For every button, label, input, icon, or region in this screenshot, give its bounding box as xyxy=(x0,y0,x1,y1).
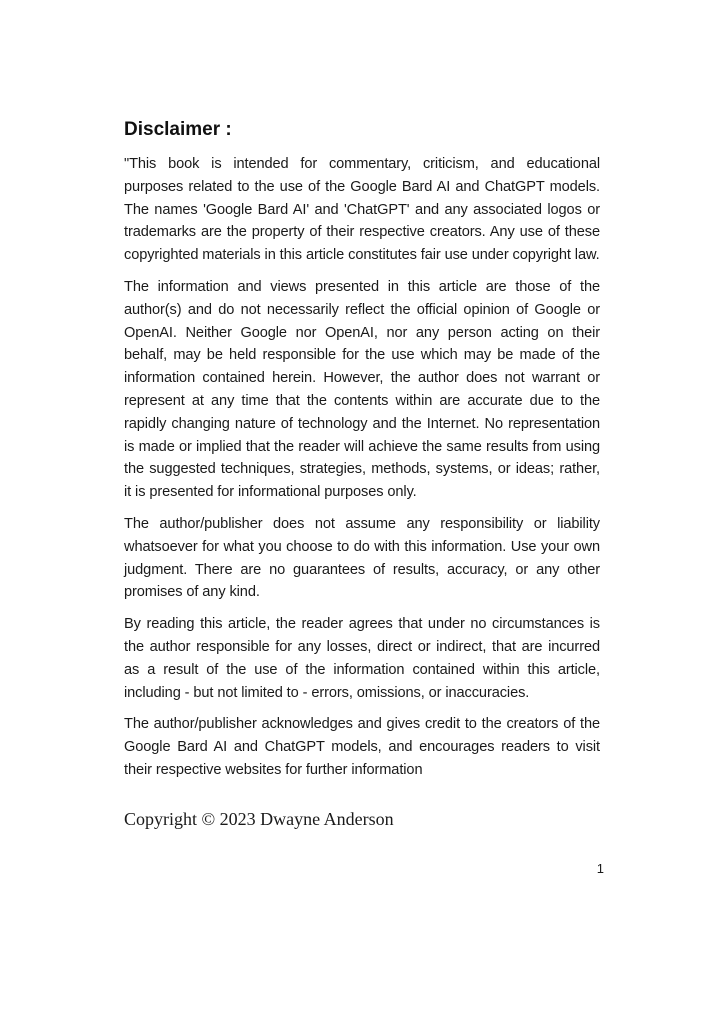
paragraph-no-responsibility: The author/publisher does not assume any responsibility or liability whatsoever for what you choose to do with this information. Use your own judgment. There are no guarantees of results, accuracy, or any other promises of any kind. xyxy=(124,515,600,601)
paragraph-views-liability: The information and views presented in this article are those of the author(s) and do not necessarily reflect the official opinion of Google or OpenAI. Neither Google nor OpenAI, nor any person acting on their behalf, may be held responsible for the use which may be made of the information contained herein. However, the author does not warrant or represent at any time that the contents within are accurate due to the rapidly changing nature of technology and the Internet. No representation is made or implied that the reader will achieve the same results from using the suggested techniques, strategies, methods, systems, or ideas; rather, it is presented for informational purposes only. xyxy=(124,278,600,501)
copyright-notice: Copyright © 2023 Dwayne Anderson xyxy=(124,809,394,829)
paragraph-acknowledgement: The author/publisher acknowledges and gives credit to the creators of the Google Bard AI and ChatGPT models, and encourages readers to visit their respective websites for further information xyxy=(124,716,600,778)
paragraph-fair-use: "This book is intended for commentary, criticism, and educational purposes related to the use of the Google Bard AI and ChatGPT models. The names 'Google Bard AI' and 'ChatGPT' and any associated logos or trademarks are the property of their respective creators. Any use of these copyrighted materials in this article constitutes fair use under copyright law. xyxy=(124,156,600,264)
disclaimer-heading: Disclaimer : xyxy=(124,119,232,140)
paragraph-reader-agreement: By reading this article, the reader agrees that under no circumstances is the author responsible for any losses, direct or indirect, that are incurred as a result of the use of the information contained within this article, including - but not limited to - errors, omissions, or inaccuracies. xyxy=(124,616,600,701)
disclaimer-body xyxy=(124,153,600,791)
page-number: 1 xyxy=(596,861,604,876)
